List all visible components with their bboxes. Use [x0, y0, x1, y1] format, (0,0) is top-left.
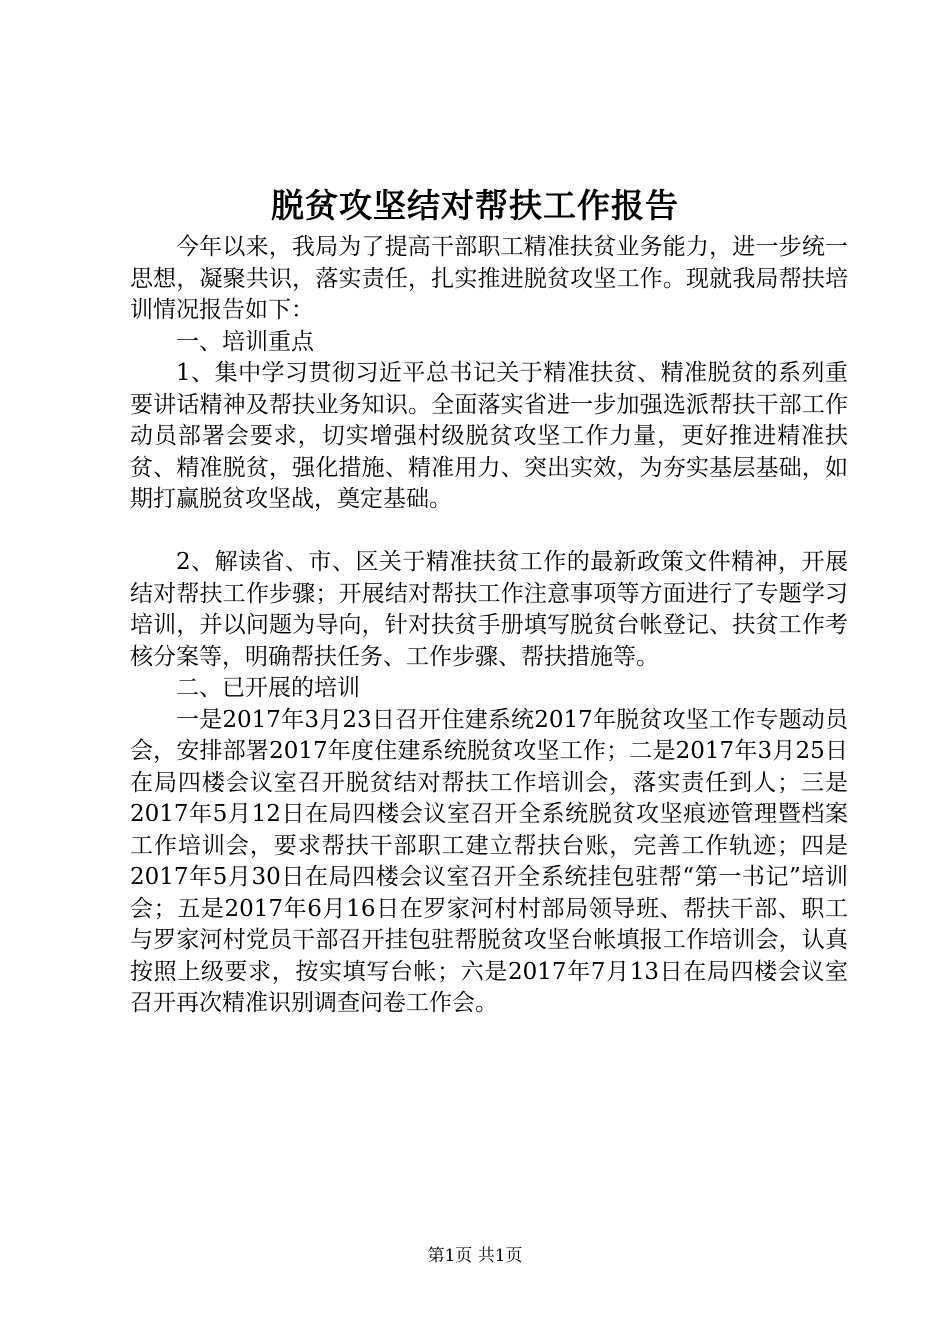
paragraph-spacer: [130, 516, 848, 548]
document-title: 脱贫攻坚结对帮扶工作报告: [271, 186, 679, 225]
training-focus-item-2: 2、解读省、市、区关于精准扶贫工作的最新政策文件精神，开展结对帮扶工作步骤；开展结对帮扶工作注意事项等方面进行了专题学习培训，并以问题为导向，针对扶贫手册填写脱贫台帐登记、扶贫工作考核分案等，明确帮扶任务、工作步骤、帮扶措施等。: [130, 549, 848, 670]
section-heading-completed-training: 二、已开展的培训: [176, 675, 360, 701]
section-heading-training-focus: 一、培训重点: [176, 328, 314, 355]
intro-paragraph: 今年以来，我局为了提高干部职工精准扶贫业务能力，进一步统一思想，凝聚共识，落实责任，扎实推进脱贫攻坚工作。现就我局帮扶培训情况报告如下：: [130, 234, 848, 323]
page-number-footer: 第1页 共1页: [427, 1246, 523, 1266]
completed-training-paragraph: 一是2017年3月23日召开住建系统2017年脱贫攻坚工作专题动员会，安排部署2017年度住建系统脱贫攻坚工作；二是2017年3月25日在局四楼会议室召开脱贫结对帮扶工作培训会，落实责任到人；三是2017年5月12日在局四楼会议室召开全系统脱贫攻坚痕迹管理暨档案工作培训会，要求帮扶干部职工建立帮扶台账，完善工作轨迹；四是2017年5月30日在局四楼会议室召开全系统挂包驻帮“第一书记”培训会；五是2017年6月16日在罗家河村村部局领导班、帮扶干部、职工与罗家河村党员干部召开挂包驻帮脱贫攻坚台帐填报工作培训会，认真按照上级要求，按实填写台帐；六是2017年7月13日在局四楼会议室召开再次精准识别调查问卷工作会。: [130, 706, 848, 1016]
document-body: [130, 232, 848, 1020]
training-focus-item-1: 1、集中学习贯彻习近平总书记关于精准扶贫、精准脱贫的系列重要讲话精神及帮扶业务知识。全面落实省进一步加强选派帮扶干部工作动员部署会要求，切实增强村级脱贫攻坚工作力量，更好推进精准扶贫、精准脱贫，强化措施、精准用力、突出实效，为夯实基层基础，如期打赢脱贫攻坚战，奠定基础。: [130, 360, 848, 512]
